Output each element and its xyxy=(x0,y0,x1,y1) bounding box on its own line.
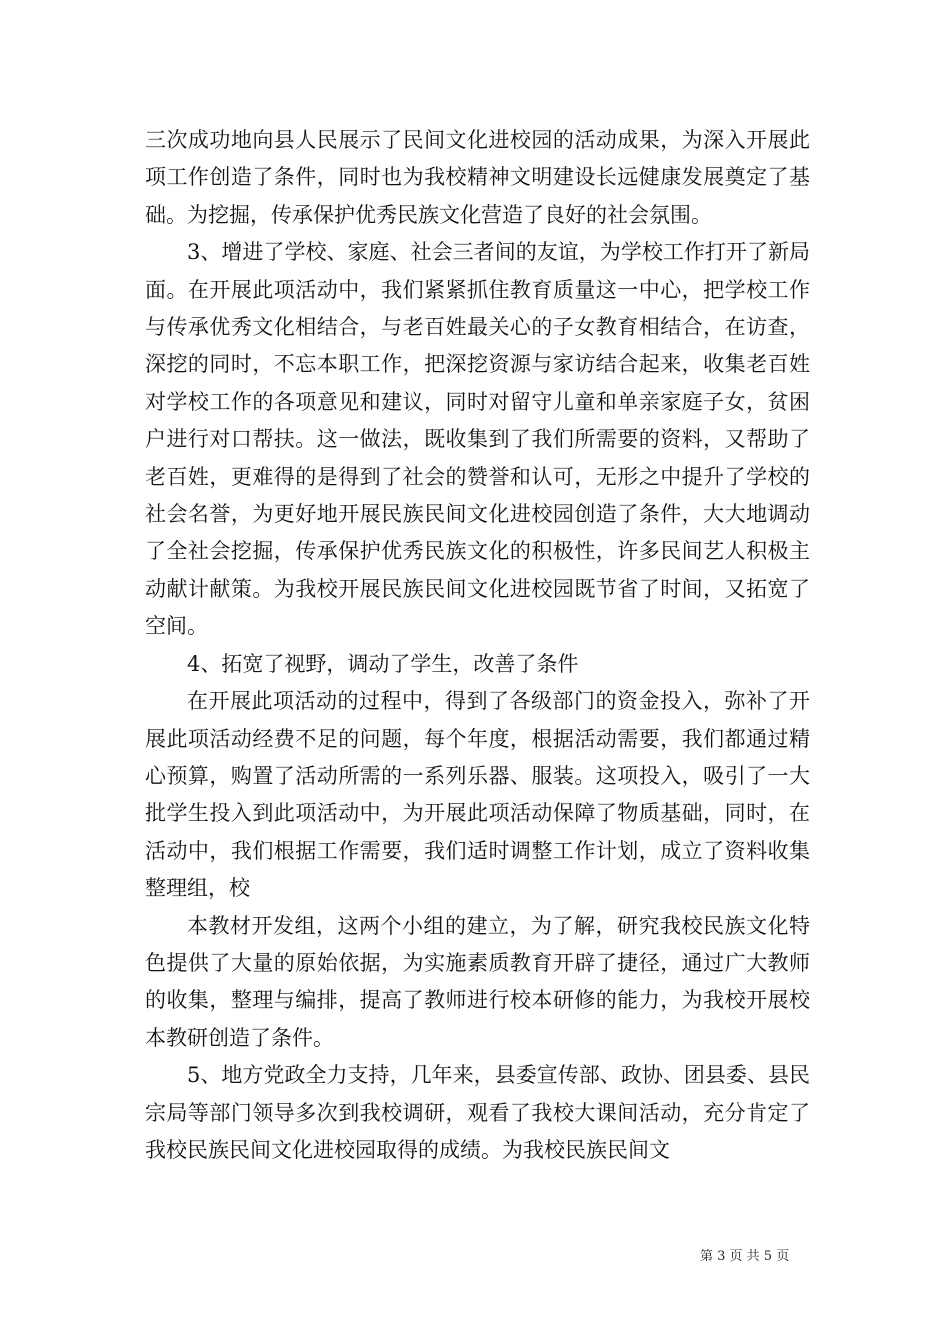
paragraph-funding: 在开展此项活动的过程中，得到了各级部门的资金投入，弥补了开展此项活动经费不足的问题，每个年度，根据活动需要，我们都通过精心预算，购置了活动所需的一系列乐器、服装。这项投入，吸引了一大批学生投入到此项活动中，为开展此项活动保障了物质基础，同时，在活动中，我们根据工作需要，我们适时调整工作计划，成立了资料收集整理组，校 xyxy=(145,689,810,901)
paragraph-continuation: 三次成功地向县人民展示了民间文化进校园的活动成果，为深入开展此项工作创造了条件，同时也为我校精神文明建设长远健康发展奠定了基础。为挖掘，传承保护优秀民族文化营造了良好的社会氛围。 xyxy=(145,128,810,227)
paragraph-teaching-group: 本教材开发组，这两个小组的建立，为了解，研究我校民族文化特色提供了大量的原始依据，为实施素质教育开辟了捷径，通过广大教师的收集，整理与编排，提高了教师进行校本研修的能力，为我校开展校本教研创造了条件。 xyxy=(145,913,810,1050)
paragraph-item-4-heading: 4、拓宽了视野，调动了学生，改善了条件 xyxy=(187,651,579,676)
paragraph-item-3: 3、增进了学校、家庭、社会三者间的友谊，为学校工作打开了新局面。在开展此项活动中，我们紧紧抓住教育质量这一中心，把学校工作与传承优秀文化相结合，与老百姓最关心的子女教育相结合，在访查，深挖的同时，不忘本职工作，把深挖资源与家访结合起来，收集老百姓对学校工作的各项意见和建议，同时对留守儿童和单亲家庭子女，贫困户进行对口帮扶。这一做法，既收集到了我们所需要的资料，又帮助了老百姓，更难得的是得到了社会的赞誉和认可，无形之中提升了学校的社会名誉，为更好地开展民族民间文化进校园创造了条件，大大地调动了全社会挖掘，传承保护优秀民族文化的积极性，许多民间艺人积极主动献计献策。为我校开展民族民间文化进校园既节省了时间，又拓宽了空间。 xyxy=(145,240,810,639)
paragraph-item-5: 5、地方党政全力支持，几年来，县委宣传部、政协、团县委、县民宗局等部门领导多次到我校调研，观看了我校大课间活动，充分肯定了我校民族民间文化进校园取得的成绩。为我校民族民间文 xyxy=(145,1063,810,1162)
page-number-footer: 第 3 页 共 5 页 xyxy=(700,1249,790,1264)
document-body xyxy=(145,122,810,1169)
